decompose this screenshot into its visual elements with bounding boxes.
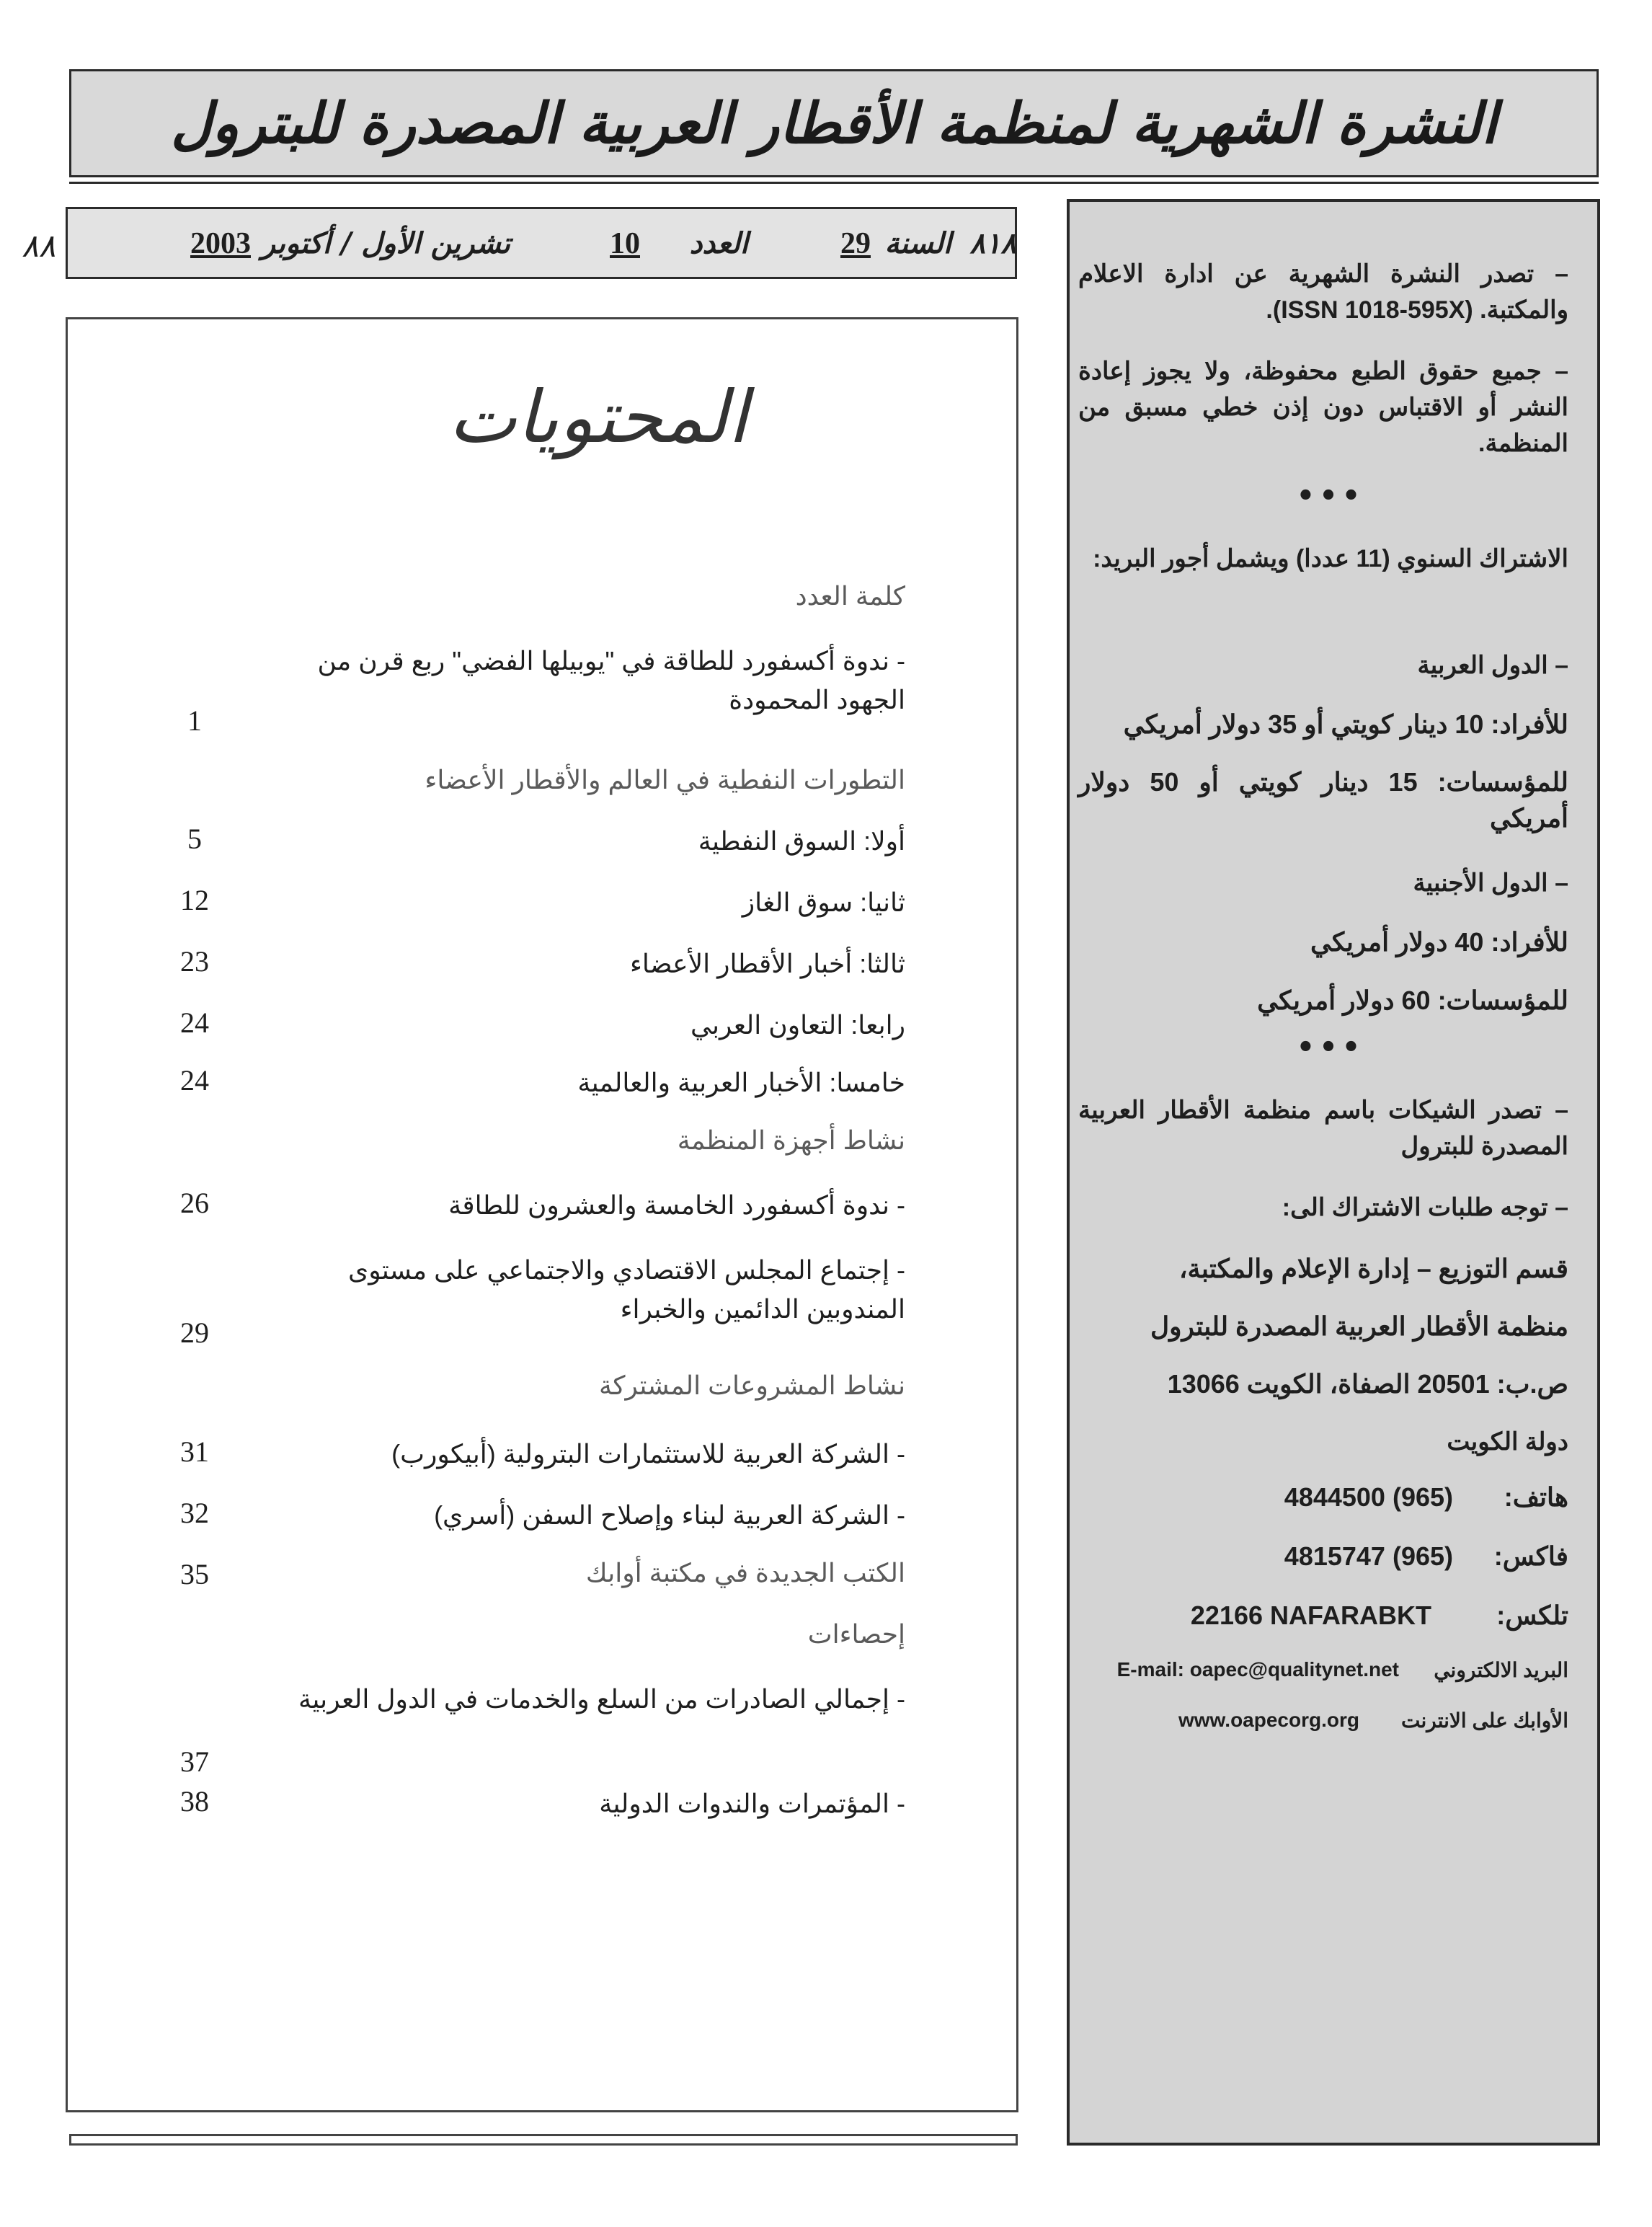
website-label: الأوابك على الانترنت (1400, 1709, 1568, 1732)
foreign-institutions-rate: للمؤسسات: 60 دولار أمريكي (1257, 986, 1568, 1015)
info-sidebar (1067, 199, 1600, 2146)
issue-year-value: 29 (840, 227, 871, 260)
toc-page-number: 31 (180, 1435, 209, 1468)
sidebar-copyright-note: – جميع حقوق الطبع محفوظة، ولا يجوز إعادة النشر أو الاقتباس دون إذن خطي مسبق من المنظمة. (1078, 358, 1568, 457)
toc-entry: - الشركة العربية لبناء وإصلاح السفن (أسري) (434, 1500, 905, 1530)
subscription-intro: الاشتراك السنوي (11 عددا) ويشمل أجور البريد: (1093, 545, 1568, 572)
page-number: ٨٨ (22, 228, 56, 265)
phone-label: هاتف: (1504, 1482, 1568, 1512)
toc-entry: - المؤتمرات والندوات الدولية (599, 1789, 905, 1818)
toc-page-number: 35 (180, 1558, 209, 1590)
toc-page-number: 24 (180, 1006, 209, 1039)
toc-entry: - الشركة العربية للاستثمارات البترولية (أبيكورب) (391, 1439, 905, 1469)
address-country: دولة الكويت (1447, 1428, 1568, 1456)
issue-number-label: العدد (689, 226, 748, 260)
toc-page-number: 12 (180, 884, 209, 916)
toc-entry: - إجتماع المجلس الاقتصادي والاجتماعي على مستوى المندوبين الدائمين والخبراء (348, 1255, 905, 1324)
toc-page-number: 5 (187, 823, 202, 855)
toc-entry: - ندوة أكسفورد الخامسة والعشرون للطاقة (448, 1190, 905, 1220)
toc-page-number: 38 (180, 1785, 209, 1818)
foreign-individuals-rate: للأفراد: 40 دولار أمريكي (1310, 927, 1568, 957)
toc-entry: ثانيا: سوق الغاز (742, 887, 905, 917)
website-value[interactable]: www.oapecorg.org (1178, 1709, 1359, 1731)
arab-individuals-rate: للأفراد: 10 دينار كويتي أو 35 دولار أمريكي (1123, 709, 1568, 739)
toc-section-heading: نشاط أجهزة المنظمة (677, 1125, 905, 1155)
arab-institutions-rate: للمؤسسات: 15 دينار كويتي أو 50 دولار أمريكي (1078, 767, 1568, 833)
address-organization: منظمة الأقطار العربية المصدرة للبترول (1150, 1311, 1568, 1341)
toc-section-heading: التطورات النفطية في العالم والأقطار الأعضاء (425, 765, 905, 794)
issue-number-value: 10 (610, 227, 640, 260)
issue-year-label: السنة (884, 226, 951, 260)
toc-page-number: 37 (180, 1745, 209, 1778)
toc-entry: أولا: السوق النفطية (698, 826, 905, 856)
masthead-title: النشرة الشهرية لمنظمة الأقطار العربية المصدرة للبترول (171, 90, 1497, 156)
toc-page-number: 26 (180, 1187, 209, 1219)
issue-info-bar (66, 207, 1017, 279)
telex-value: 22166 NAFARABKT (1190, 1600, 1431, 1630)
sidebar-separator: ••• (1296, 1031, 1365, 1064)
toc-page-number: 23 (180, 945, 209, 978)
toc-section-heading: إحصاءات (807, 1619, 905, 1649)
toc-page-number: 24 (180, 1064, 209, 1097)
toc-entry: خامسا: الأخبار العربية والعالمية (577, 1068, 905, 1097)
arab-countries-heading: – الدول العربية (1417, 652, 1568, 679)
foreign-countries-heading: – الدول الأجنبية (1413, 869, 1568, 897)
footer-rule (69, 2134, 1018, 2146)
toc-entry: رابعا: التعاون العربي (690, 1010, 905, 1040)
issue-month: تشرين الأول / أكتوبر (261, 226, 510, 260)
contents-heading: المحتويات (448, 375, 748, 459)
fax-value: 4815747 (965) (1284, 1541, 1453, 1571)
toc-section-heading: كلمة العدد (795, 581, 905, 611)
requests-note: – توجه طلبات الاشتراك الى: (1282, 1194, 1568, 1221)
sidebar-separator: ••• (1296, 479, 1365, 513)
address-pobox: ص.ب: 20501 الصفاة، الكويت 13066 (1167, 1369, 1568, 1399)
fax-label: فاكس: (1493, 1541, 1568, 1571)
toc-entry: ثالثا: أخبار الأقطار الأعضاء (629, 949, 905, 978)
issue-page-mark: ٨١٨ (969, 226, 1016, 260)
issue-year: 2003 (190, 227, 251, 260)
toc-section-heading: نشاط المشروعات المشتركة (599, 1371, 905, 1400)
toc-page-number: 29 (180, 1316, 209, 1349)
email-label: البريد الالكتروني (1434, 1659, 1568, 1681)
toc-entry: - ندوة أكسفورد للطاقة في "يوبيلها الفضي" ربع قرن من الجهود المحمودة (317, 646, 905, 714)
toc-page-number: 1 (187, 704, 202, 737)
phone-value: 4844500 (965) (1284, 1482, 1453, 1512)
toc-section-heading: الكتب الجديدة في مكتبة أوابك (585, 1558, 905, 1588)
email-value[interactable]: E-mail: oapec@qualitynet.net (1116, 1658, 1399, 1681)
sidebar-publisher-note: – تصدر النشرة الشهرية عن ادارة الاعلام والمكتبة. (ISSN 1018-595X). (1078, 260, 1568, 324)
masthead-banner (69, 69, 1599, 177)
cheques-note: – تصدر الشيكات باسم منظمة الأقطار العربية المصدرة للبترول (1078, 1097, 1568, 1160)
telex-label: تلكس: (1496, 1600, 1568, 1630)
toc-page-number: 32 (180, 1497, 209, 1529)
toc-entry: - إجمالي الصادرات من السلع والخدمات في الدول العربية (298, 1684, 905, 1714)
masthead-rule (69, 182, 1599, 184)
address-department: قسم التوزيع – إدارة الإعلام والمكتبة، (1178, 1254, 1568, 1283)
